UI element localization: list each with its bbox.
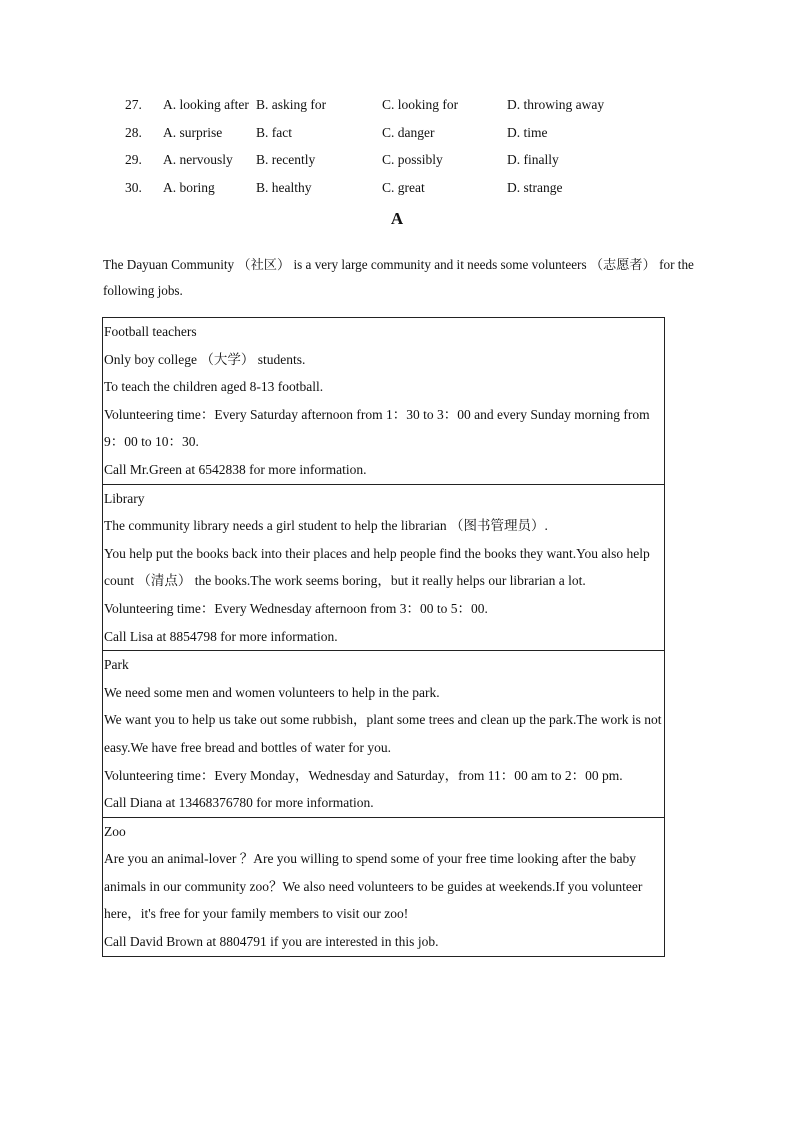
job-line: Volunteering time：Every Saturday afternoon from 1：30 to 3：00 and every Sunday morning from 9：00 to 10：30. — [104, 406, 650, 450]
table-row — [103, 318, 665, 485]
job-title: Zoo — [104, 823, 126, 839]
job-cell-football — [103, 318, 665, 485]
table-row — [103, 484, 665, 651]
option-b: B. healthy — [256, 180, 312, 195]
option-c: C. possibly — [382, 152, 443, 167]
job-line: We need some men and women volunteers to help in the park. — [104, 684, 440, 700]
job-line: To teach the children aged 8-13 football. — [104, 379, 324, 395]
question-number: 28. — [125, 125, 142, 140]
table-row — [103, 817, 665, 956]
job-line: Call David Brown at 8804791 if you are interested in this job. — [104, 934, 439, 950]
section-title: A — [390, 209, 404, 228]
option-a: A. nervously — [163, 152, 233, 167]
job-line: The community library needs a girl student to help the librarian （图书管理员）. — [104, 518, 548, 534]
question-number: 27. — [125, 97, 142, 112]
option-c: C. looking for — [382, 97, 459, 112]
option-a: A. surprise — [163, 125, 223, 140]
jobs-table — [102, 317, 665, 957]
option-a: A. boring — [163, 180, 215, 195]
option-c: C. great — [382, 180, 425, 195]
table-row — [103, 651, 665, 818]
job-line: Volunteering time：Every Wednesday afternoon from 3：00 to 5：00. — [104, 600, 488, 616]
question-number: 30. — [125, 180, 142, 195]
job-line: You help put the books back into their places and help people find the books they want.You also help count （清点） the books.The work seems boring，but it really helps our librarian a lot. — [104, 545, 650, 589]
intro-paragraph: The Dayuan Community （社区） is a very large community and it needs some volunteers （志愿者） for the following jobs. — [103, 257, 694, 299]
job-title: Football teachers — [104, 324, 197, 339]
job-line: Call Diana at 13468376780 for more information. — [104, 795, 374, 811]
job-line: Volunteering time：Every Monday，Wednesday and Saturday，from 11：00 am to 2：00 pm. — [104, 767, 623, 783]
option-a: A. looking after — [163, 97, 249, 112]
job-title: Park — [104, 657, 129, 673]
job-cell-zoo — [103, 817, 665, 956]
job-line: Are you an animal-lover ？Are you willing to spend some of your free time looking after the baby animals in our community zoo？We also need volunteers to be guides at weekends.If you volunteer here，it's free for your family members to visit our zoo! — [104, 851, 643, 922]
job-line: Call Lisa at 8854798 for more information. — [104, 628, 338, 644]
option-d: D. strange — [507, 180, 563, 195]
option-d: D. time — [507, 125, 548, 140]
job-line: Call Mr.Green at 6542838 for more information. — [104, 461, 367, 477]
job-line: We want you to help us take out some rubbish，plant some trees and clean up the park.The work is not easy.We have free bread and bottles of water for you. — [104, 712, 662, 755]
job-cell-library — [103, 484, 665, 651]
job-title: Library — [104, 490, 145, 506]
option-c: C. danger — [382, 125, 435, 140]
job-line: Only boy college （大学） students. — [104, 351, 306, 367]
option-d: D. finally — [507, 152, 559, 167]
question-number: 29. — [125, 152, 142, 167]
option-b: B. fact — [256, 125, 292, 140]
option-d: D. throwing away — [507, 97, 605, 112]
job-cell-park — [103, 651, 665, 818]
option-b: B. asking for — [256, 97, 327, 112]
option-b: B. recently — [256, 152, 316, 167]
